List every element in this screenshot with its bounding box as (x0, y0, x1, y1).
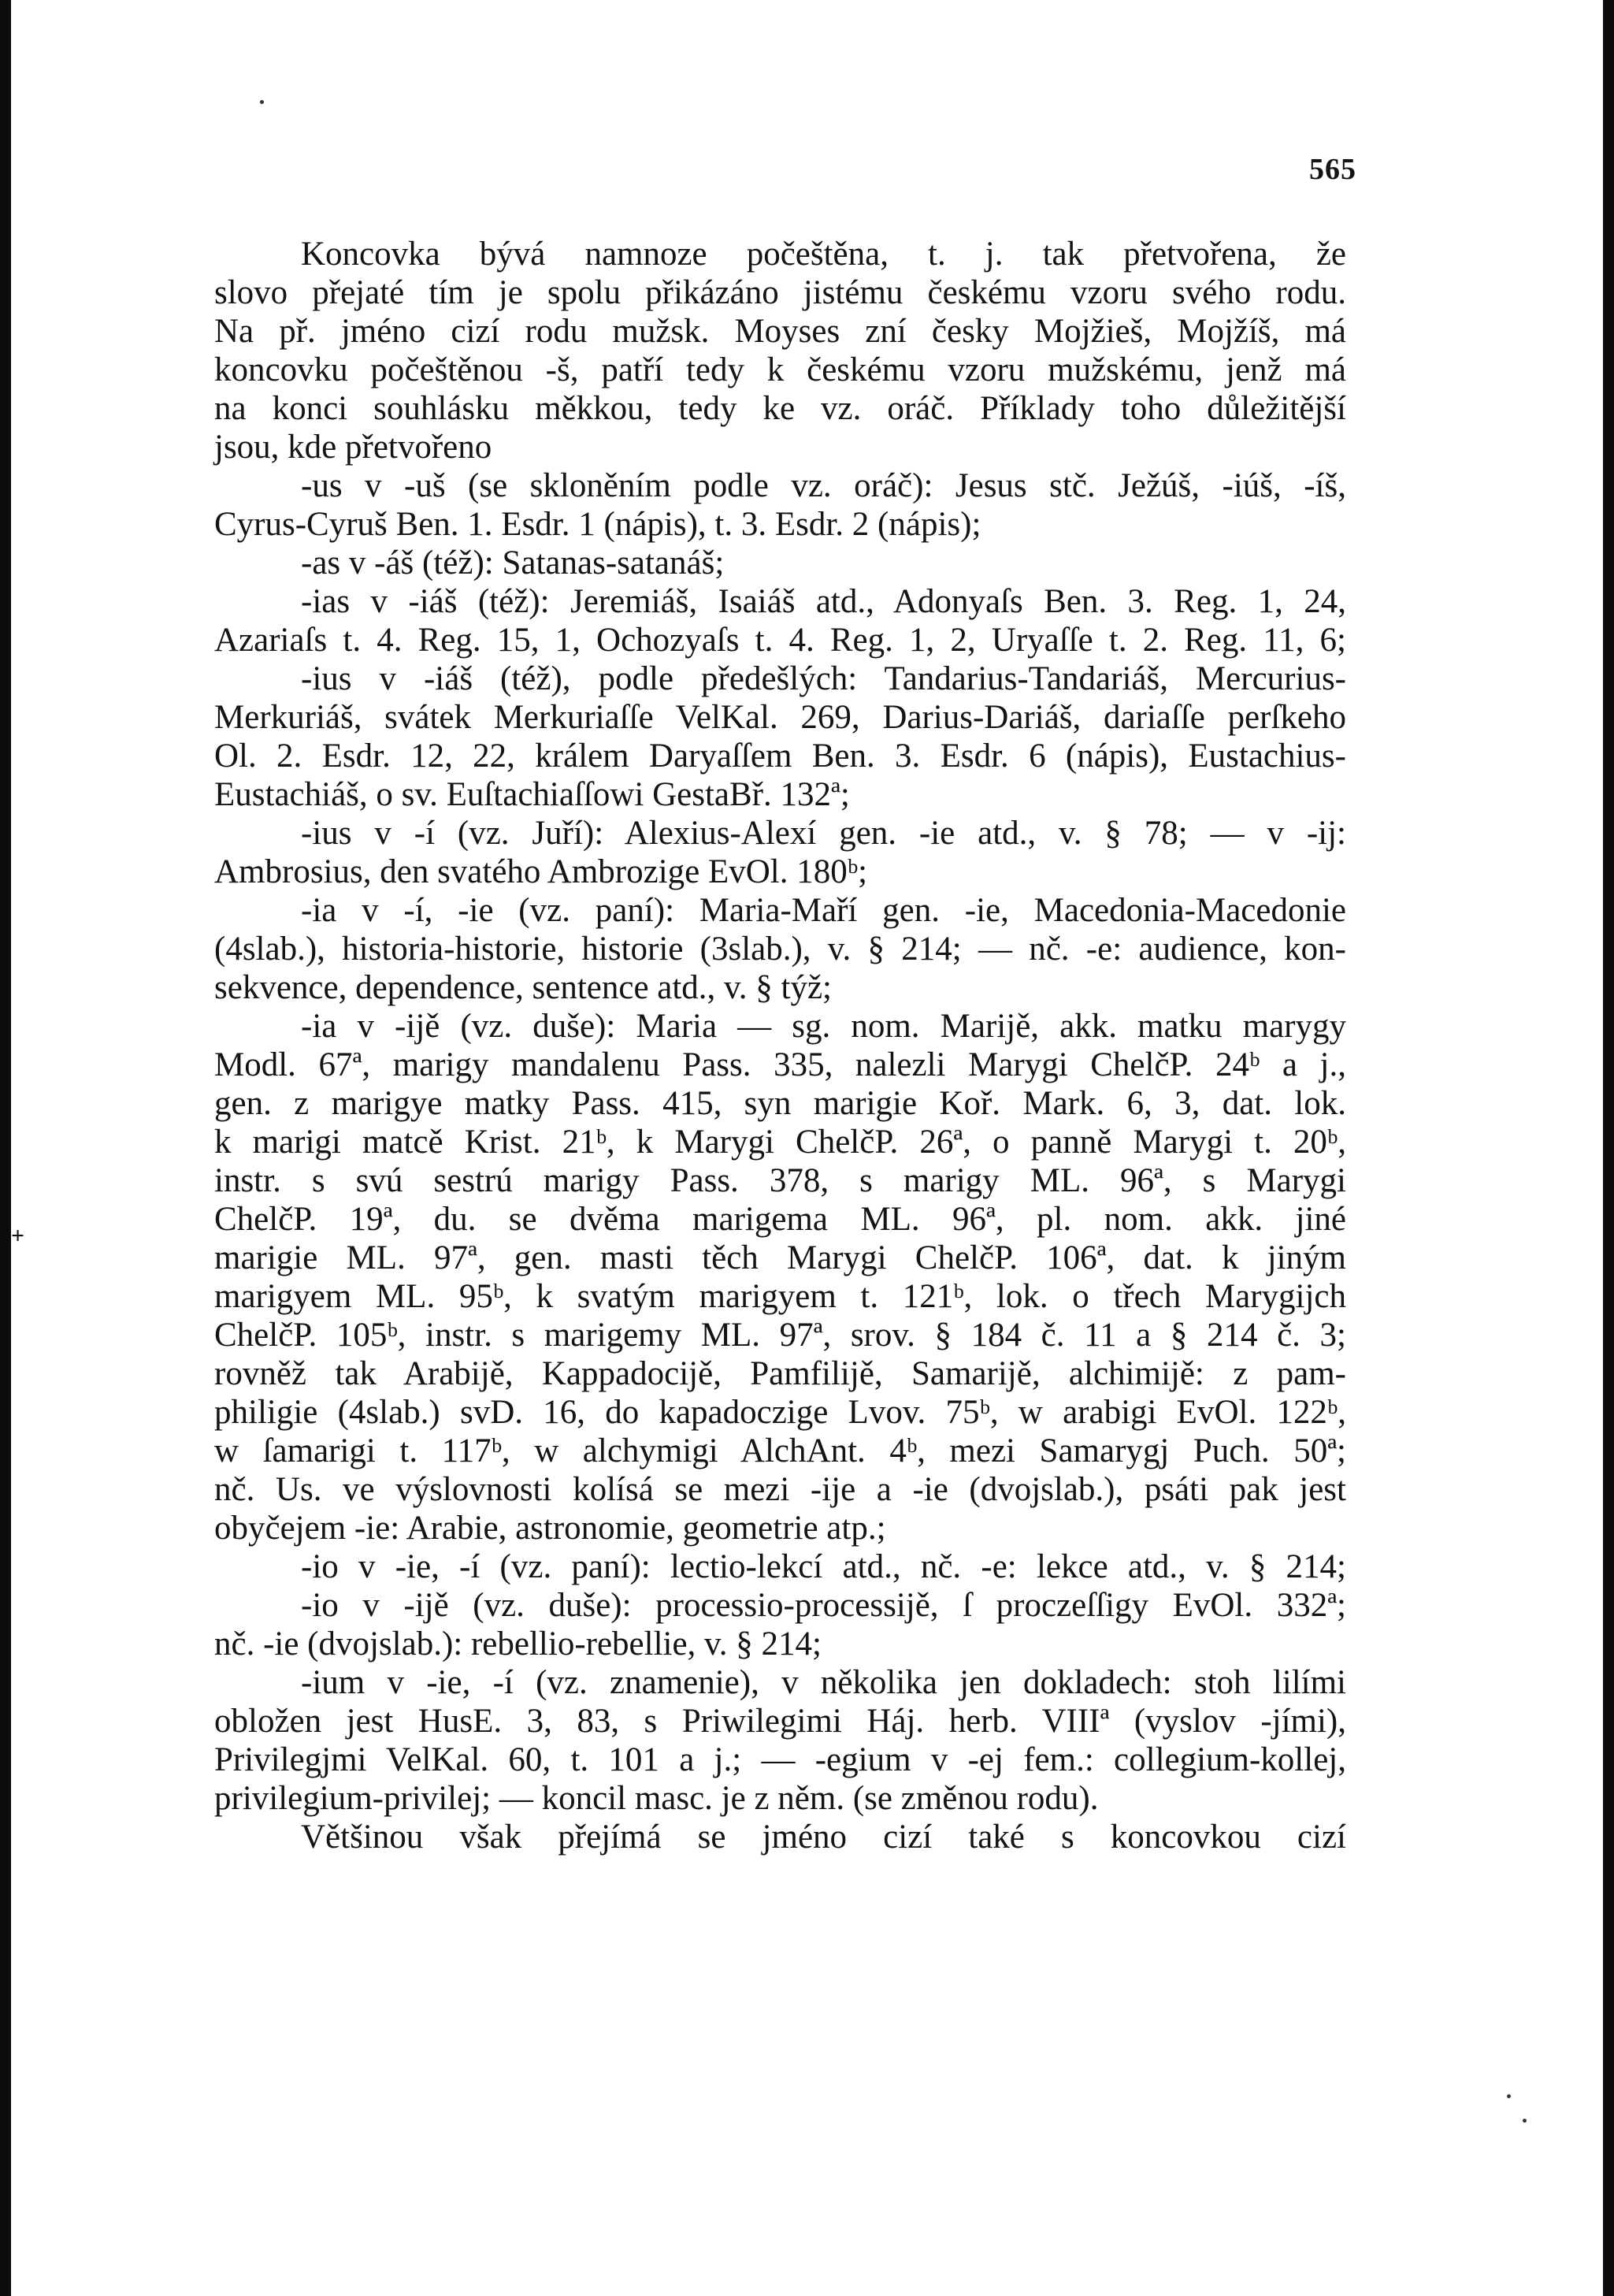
text-line: obyčejem -ie: Arabie, astronomie, geometrie atp.; (214, 1510, 886, 1547)
text-line: ChelčP. 19ª, du. se dvěma marigema ML. 96ª, pl. nom. akk. jiné (214, 1201, 1346, 1238)
text-line: Eustachiáš, o sv. Euſtachiaſſowi GestaBř. 132ª; (214, 776, 850, 813)
text-line: jsou, kde přetvořeno (214, 429, 492, 466)
scan-speck (260, 100, 264, 104)
text-line: Ambrosius, den svatého Ambrozige EvOl. 180ᵇ; (214, 853, 868, 890)
text-line: marigie ML. 97ª, gen. masti těch Marygi ChelčP. 106ª, dat. k jiným (214, 1239, 1346, 1276)
text-line: privilegium-privilej; — koncil masc. je z něm. (se změnou rodu). (214, 1780, 1099, 1817)
scan-edge-right (1603, 0, 1614, 2296)
text-line: -ium v -ie, -í (vz. znamenie), v několika jen dokladech: stoh lilími (301, 1664, 1346, 1701)
text-line: nč. -ie (dvojslab.): rebellio-rebellie, v. § 214; (214, 1625, 822, 1663)
text-line: sekvence, dependence, sentence atd., v. § týž; (214, 969, 832, 1006)
text-line: instr. s svú sestrú marigy Pass. 378, s marigy ML. 96ª, s Marygi (214, 1162, 1346, 1199)
text-line: Cyrus-Cyruš Ben. 1. Esdr. 1 (nápis), t. 3. Esdr. 2 (nápis); (214, 506, 981, 543)
text-line: na konci souhlásku měkkou, tedy ke vz. oráč. Příklady toho důležitější (214, 390, 1346, 427)
text-line: koncovku počeštěnou -š, patří tedy k českému vzoru mužskému, jenž má (214, 351, 1346, 388)
text-line: slovo přejaté tím je spolu přikázáno jistému českému vzoru svého rodu. (214, 274, 1346, 311)
text-line: -io v -ijě (vz. duše): processio-processijě, ſ proczeſſigy EvOl. 332ª; (301, 1587, 1346, 1624)
text-line: -ias v -iáš (též): Jeremiáš, Isaiáš atd., Adonyaſs Ben. 3. Reg. 1, 24, (301, 583, 1346, 620)
text-line: -us v -uš (se skloněním podle vz. oráč): Jesus stč. Ježúš, -iúš, -íš, (301, 467, 1346, 504)
text-line: Většinou však přejímá se jméno cizí také s koncovkou cizí (301, 1819, 1346, 1856)
scan-speck (1507, 2094, 1511, 2098)
text-line: gen. z marigye matky Pass. 415, syn marigie Koř. Mark. 6, 3, dat. lok. (214, 1085, 1346, 1122)
text-line: (4slab.), historia-historie, historie (3slab.), v. § 214; — nč. -e: audience, kon- (214, 931, 1346, 968)
text-line: Modl. 67ª, marigy mandalenu Pass. 335, nalezli Marygi ChelčP. 24ᵇ a j., (214, 1046, 1346, 1083)
text-line: w ſamarigi t. 117ᵇ, w alchymigi AlchAnt. 4ᵇ, mezi Samarygj Puch. 50ª; (214, 1432, 1346, 1469)
margin-mark: + (11, 1223, 25, 1249)
text-line: rovněž tak Arabijě, Kappadocijě, Pamfilijě, Samarijě, alchimijě: z pam- (214, 1355, 1346, 1392)
text-line: obložen jest HusE. 3, 83, s Priwilegimi Háj. herb. VIIIª (vyslov -jími), (214, 1703, 1346, 1740)
text-line: Ol. 2. Esdr. 12, 22, králem Daryaſſem Ben. 3. Esdr. 6 (nápis), Eustachius- (214, 737, 1346, 775)
text-line: k marigi matcě Krist. 21ᵇ, k Marygi ChelčP. 26ª, o panně Marygi t. 20ᵇ, (214, 1124, 1346, 1161)
scan-speck (1523, 2119, 1527, 2123)
page-body (214, 235, 1346, 1856)
text-line: Na př. jméno cizí rodu mužsk. Moyses zní česky Mojžieš, Mojžíš, má (214, 313, 1346, 350)
page-number: 565 (1309, 153, 1356, 186)
text-line: -ius v -iáš (též), podle předešlých: Tandarius-Tandariáš, Mercurius- (301, 660, 1346, 697)
text-line: Koncovka bývá namnoze počeštěna, t. j. tak přetvořena, že (301, 236, 1346, 273)
text-line: -as v -áš (též): Satanas-satanáš; (301, 544, 725, 581)
scan-edge-left (0, 0, 11, 2296)
text-line: Merkuriáš, svátek Merkuriaſſe VelKal. 269, Darius-Dariáš, dariaſſe perſkeho (214, 699, 1346, 736)
text-line: Azariaſs t. 4. Reg. 15, 1, Ochozyaſs t. 4. Reg. 1, 2, Uryaſſe t. 2. Reg. 11, 6; (214, 622, 1346, 659)
text-line: -ia v -í, -ie (vz. paní): Maria-Maří gen. -ie, Macedonia-Macedonie (301, 892, 1346, 929)
text-line: nč. Us. ve výslovnosti kolísá se mezi -ije a -ie (dvojslab.), psáti pak jest (214, 1471, 1346, 1508)
text-line: philigie (4slab.) svD. 16, do kapadoczige Lvov. 75ᵇ, w arabigi EvOl. 122ᵇ, (214, 1394, 1346, 1431)
text-line: -io v -ie, -í (vz. paní): lectio-lekcí atd., nč. -e: lekce atd., v. § 214; (301, 1548, 1346, 1585)
text-line: ChelčP. 105ᵇ, instr. s marigemy ML. 97ª, srov. § 184 č. 11 a § 214 č. 3; (214, 1317, 1346, 1354)
text-line: -ia v -ijě (vz. duše): Maria — sg. nom. Marijě, akk. matku marygy (301, 1008, 1346, 1045)
text-line: Privilegjmi VelKal. 60, t. 101 a j.; — -egium v -ej fem.: collegium-kollej, (214, 1741, 1346, 1778)
text-line: marigyem ML. 95ᵇ, k svatým marigyem t. 121ᵇ, lok. o třech Marygijch (214, 1278, 1346, 1315)
text-line: -ius v -í (vz. Juří): Alexius-Alexí gen. -ie atd., v. § 78; — v -ij: (301, 815, 1346, 852)
